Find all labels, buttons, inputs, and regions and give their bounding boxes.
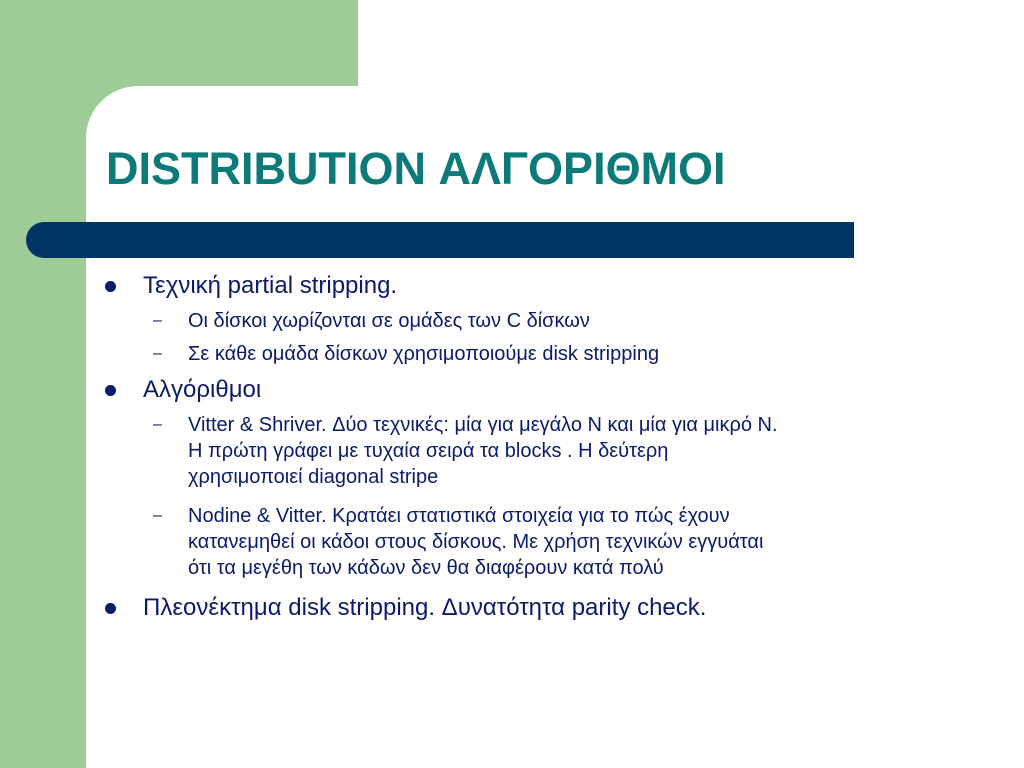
sub-bullet-line: Η πρώτη γράφει με τυχαία σειρά τα blocks . Η δεύτερη <box>188 440 669 462</box>
bullet-dot-icon <box>105 603 116 614</box>
sub-bullet-text: Σε κάθε ομάδα δίσκων χρησιμοποιούμε disk stripping <box>188 343 660 365</box>
sub-bullet-line: Nodine & Vitter. Κρατάει στατιστικά στοιχεία για το πώς έχουν <box>188 505 730 527</box>
bullet-dot-icon <box>105 281 116 292</box>
bullet-text: Πλεονέκτημα disk stripping. Δυνατότητα parity check. <box>143 594 707 621</box>
sub-bullet-line: Vitter & Shriver. Δύο τεχνικές: μία για μεγάλο Ν και μία για μικρό Ν. <box>188 414 778 436</box>
sub-bullet-text: Οι δίσκοι χωρίζονται σε ομάδες των C δίσκων <box>188 310 590 332</box>
bullet-text: Αλγόριθμοι <box>143 376 262 403</box>
dash-icon: – <box>153 312 162 329</box>
dash-icon: – <box>153 416 162 433</box>
dash-icon: – <box>153 507 162 524</box>
sub-bullet-line: κατανεμηθεί οι κάδοι στους δίσκους. Με χρήση τεχνικών εγγυάται <box>188 531 764 553</box>
slide-title: DISTRIBUTION ΑΛΓΟΡΙΘΜΟΙ <box>106 143 726 194</box>
sub-bullet-text <box>188 503 963 581</box>
sub-bullet-text <box>188 412 963 490</box>
sub-bullet-line: χρησιμοποιεί diagonal stripe <box>188 466 439 488</box>
dash-icon: – <box>153 345 162 362</box>
bullet-dot-icon <box>105 385 116 396</box>
sub-bullet-line: ότι τα μεγέθη των κάδων δεν θα διαφέρουν κατά πολύ <box>188 557 664 579</box>
bullet-text: Τεχνική partial stripping. <box>143 272 398 299</box>
